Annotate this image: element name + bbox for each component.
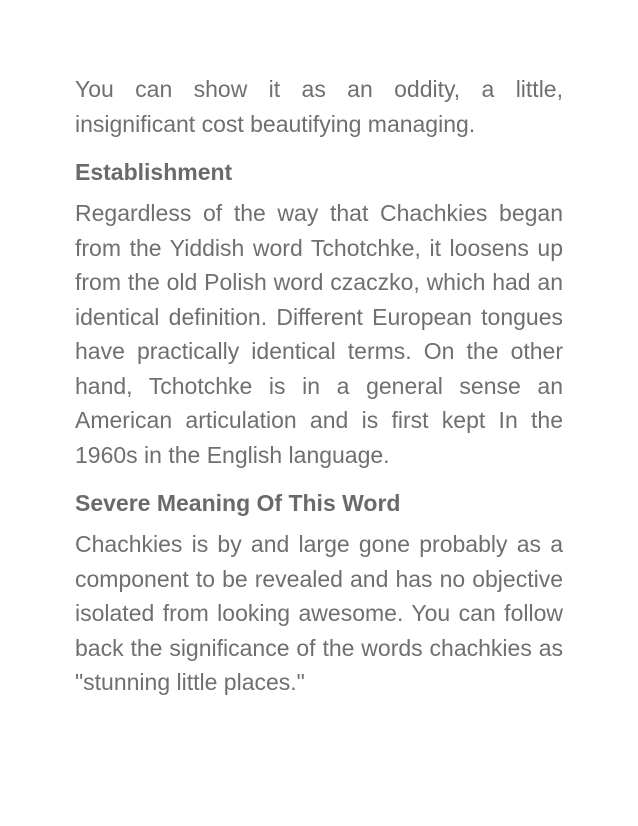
section-body-establishment: Regardless of the way that Chachkies began from the Yiddish word Tchotchke, it loosens up from the old Polish word czaczko, which had an identical definition. Different European tongues have practically identical terms. On the other hand, Tchotchke is in a general sense an American articulation and is first kept In the 1960s in the English language. xyxy=(75,200,563,468)
section-heading-severe-meaning: Severe Meaning Of This Word xyxy=(75,490,401,516)
document-page xyxy=(75,72,563,700)
section-heading-establishment: Establishment xyxy=(75,159,233,185)
section-body-severe-meaning: Chachkies is by and large gone probably as a component to be revealed and has no objective isolated from looking awesome. You can follow back the significance of the words chachkies as "stunning little places." xyxy=(75,531,563,695)
intro-paragraph: You can show it as an oddity, a little, insignificant cost beautifying managing. xyxy=(75,76,563,137)
